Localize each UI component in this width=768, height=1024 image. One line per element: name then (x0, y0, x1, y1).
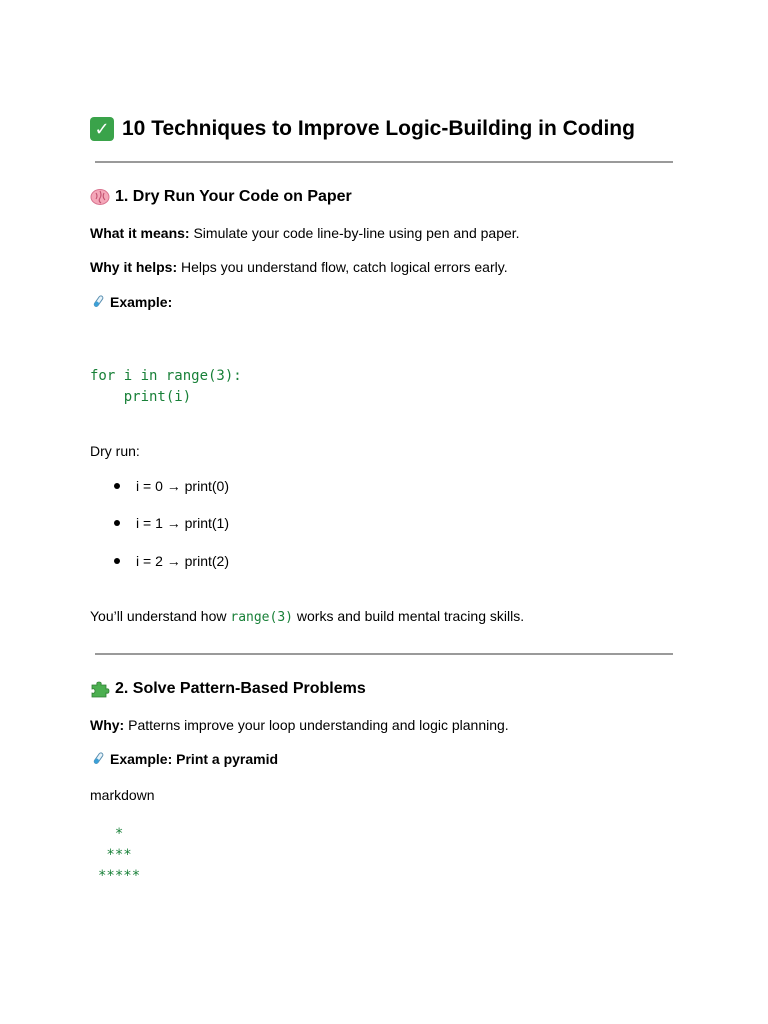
closing-paragraph (90, 606, 524, 628)
bullet-marker (114, 558, 120, 564)
section-1-heading-text: 1. Dry Run Your Code on Paper (115, 188, 352, 205)
why-text: Patterns improve your loop understanding and logic planning. (124, 717, 509, 733)
section-2-heading (90, 678, 366, 700)
list-item: i = 0 → print(0) (136, 478, 229, 494)
why-it-helps-paragraph (90, 257, 508, 277)
what-it-means-text: Simulate your code line-by-line using pen and paper. (189, 225, 520, 241)
what-it-means-label: What it means: (90, 225, 190, 241)
why-it-helps-label: Why it helps: (90, 259, 178, 275)
bullet-marker (114, 483, 120, 489)
pyramid-line-3: ***** (98, 868, 141, 884)
check-mark-icon: ✓ (90, 117, 114, 141)
list-item: i = 2 → print(2) (136, 553, 229, 569)
example-label: Example: (110, 294, 173, 310)
page-title-text: 10 Techniques to Improve Logic-Building in Coding (122, 117, 635, 140)
why-label: Why: (90, 717, 125, 733)
example-heading-2 (90, 749, 278, 769)
code-line-1: for i in range(3): (90, 368, 242, 384)
why-it-helps-text: Helps you understand flow, catch logical errors early. (177, 259, 508, 275)
dry-run-label: Dry run: (90, 443, 140, 459)
test-tube-icon (90, 294, 106, 310)
pyramid-line-1: * (98, 826, 124, 842)
inline-code-range: range(3) (230, 610, 293, 625)
what-it-means-paragraph (90, 223, 520, 243)
list-item: i = 1 → print(1) (136, 515, 229, 531)
closing-text-before: You’ll understand how (90, 608, 231, 624)
puzzle-piece-icon (90, 680, 110, 698)
code-line-2: print(i) (90, 389, 192, 405)
code-language-label: markdown (90, 787, 155, 803)
closing-text-after: works and build mental tracing skills. (293, 608, 525, 624)
horizontal-rule (95, 161, 673, 163)
section-1-heading (90, 186, 352, 208)
brain-icon (90, 188, 110, 206)
bullet-marker (114, 520, 120, 526)
why-paragraph (90, 715, 509, 735)
example-label-2: Example: Print a pyramid (110, 751, 279, 767)
horizontal-rule (95, 653, 673, 655)
section-2-heading-text: 2. Solve Pattern-Based Problems (115, 680, 366, 697)
pyramid-line-2: *** (98, 847, 132, 863)
example-heading (90, 292, 172, 312)
page-title (90, 114, 635, 144)
test-tube-icon (90, 751, 106, 767)
